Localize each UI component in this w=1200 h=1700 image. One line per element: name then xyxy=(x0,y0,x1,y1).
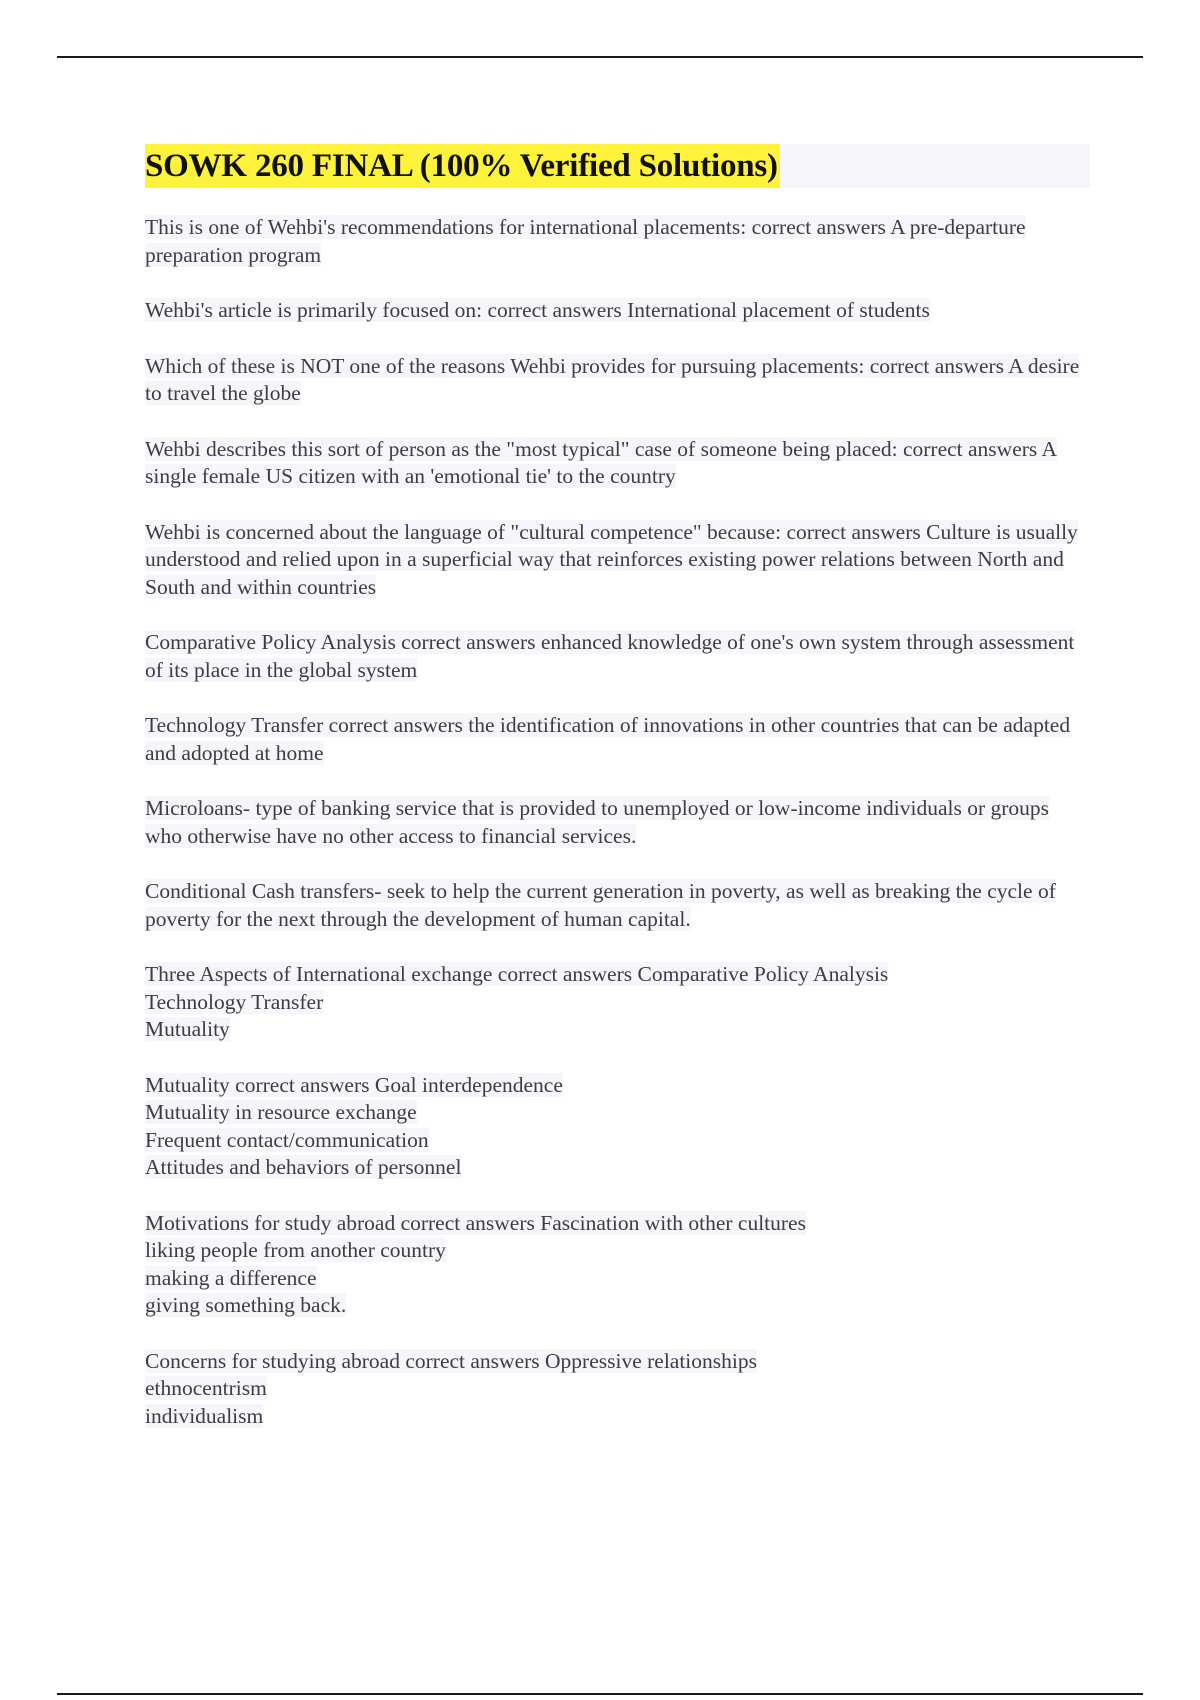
qa-entry: Comparative Policy Analysis correct answers enhanced knowledge of one's own system through assessment of its place in the global system xyxy=(145,630,1075,682)
qa-list-lead: Three Aspects of International exchange correct answers Comparative Policy Analysis xyxy=(145,962,889,986)
qa-list-entry xyxy=(145,961,1090,1044)
qa-list-item: liking people from another country xyxy=(145,1238,446,1262)
qa-entry: Microloans- type of banking service that is provided to unemployed or low-income individuals or groups who otherwise have no other access to financial services. xyxy=(145,796,1050,848)
bottom-rule xyxy=(57,1693,1143,1695)
qa-entry: This is one of Wehbi's recommendations for international placements: correct answers A pre-departure preparation program xyxy=(145,215,1026,267)
qa-list-entry xyxy=(145,1348,1090,1431)
qa-list-item: Mutuality xyxy=(145,1017,230,1041)
qa-list-item: Technology Transfer xyxy=(145,989,324,1014)
qa-list-entry xyxy=(145,1072,1090,1182)
qa-entry: Which of these is NOT one of the reasons Wehbi provides for pursuing placements: correct answers A desire to travel the globe xyxy=(145,353,1080,405)
qa-entry: Conditional Cash transfers- seek to help the current generation in poverty, as well as breaking the cycle of poverty for the next through the development of human capital. xyxy=(145,879,1056,931)
qa-list-lead: Mutuality correct answers Goal interdependence xyxy=(145,1072,563,1097)
document-title: SOWK 260 FINAL (100% Verified Solutions) xyxy=(145,144,780,188)
qa-entry: Wehbi describes this sort of person as the "most typical" case of someone being placed: correct answers A single female US citizen with an 'emotional tie' to the country xyxy=(145,436,1057,488)
document-body xyxy=(145,144,1090,1458)
top-rule xyxy=(57,56,1143,58)
qa-entry: Wehbi is concerned about the language of "cultural competence" because: correct answers Culture is usually understood and relied upon in a superficial way that reinforces existing power relations between North and South and within countries xyxy=(145,519,1078,599)
qa-list-item: Frequent contact/communication xyxy=(145,1127,429,1152)
qa-list-item: giving something back. xyxy=(145,1293,347,1317)
qa-list-item: Mutuality in resource exchange xyxy=(145,1100,417,1124)
qa-list-item: Attitudes and behaviors of personnel xyxy=(145,1155,462,1179)
qa-list-item: making a difference xyxy=(145,1265,317,1290)
qa-entry: Technology Transfer correct answers the identification of innovations in other countries that can be adapted and adopted at home xyxy=(145,713,1071,765)
qa-list-item: individualism xyxy=(145,1403,264,1428)
qa-list-lead: Motivations for study abroad correct answers Fascination with other cultures xyxy=(145,1210,806,1235)
qa-list-lead: Concerns for studying abroad correct answers Oppressive relationships xyxy=(145,1348,757,1373)
qa-entry: Wehbi's article is primarily focused on: correct answers International placement of students xyxy=(145,298,930,322)
qa-list-item: ethnocentrism xyxy=(145,1376,267,1400)
title-row xyxy=(145,144,1090,188)
qa-list-entry xyxy=(145,1210,1090,1320)
